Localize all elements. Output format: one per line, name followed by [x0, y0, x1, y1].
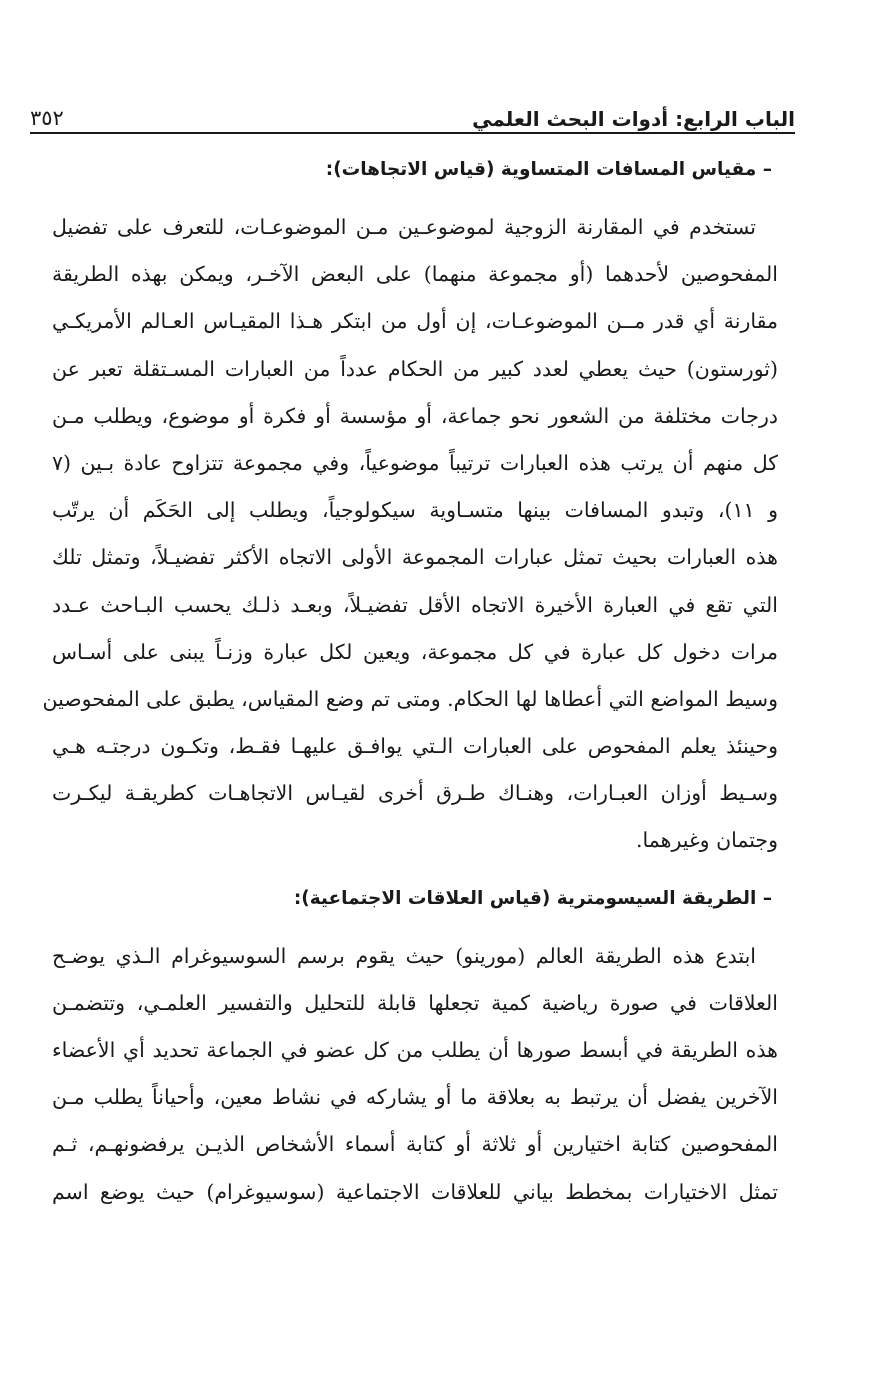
text-line: العلاقات في صورة رياضية كمية تجعلها قابلة للتحليل والتفسير العلمـي، وتتضمـن: [52, 990, 778, 1015]
paragraph-sociometric: [52, 933, 778, 1216]
text-line: تمثل الاختيارات بمخطط بياني للعلاقات الاجتماعية (سوسيوغرام) حيث يوضع اسم: [52, 1179, 778, 1204]
text-line: هذه الطريقة في أبسط صورها أن يطلب من كل عضو في الجماعة تحديد أي الأعضاء: [52, 1038, 778, 1062]
text-line: كل منهم أن يرتب هذه العبارات ترتيباً موضوعياً، وفي مجموعة تتزاوح عادة بـين (٧: [52, 450, 778, 475]
text-line: وسـيط أوزان العبـارات، وهنـاك طـرق أخرى لقيـاس الاتجاهـات كطريقـة ليكـرت: [52, 781, 778, 806]
section-heading-equal-intervals: – مقياس المسافات المتساوية (قياس الاتجاهات):: [325, 159, 772, 180]
text-line: ابتدع هذه الطريقة العالم (مورينو) حيث يقوم برسم السوسيوغرام الـذي يوضـح: [52, 943, 756, 968]
header-divider: [30, 132, 795, 134]
text-line: (ثورستون) حيث يعطي لعدد كبير من الحكام عدداً من العبارات المسـتقلة تعبر عن: [52, 356, 778, 381]
text-line: وسيط المواضع التي أعطاها لها الحكام. ومتى تم وضع المقياس، يطبق على المفحوصين: [42, 686, 778, 711]
paragraph-equal-intervals: [42, 204, 778, 865]
text-line: مقارنة أي قدر مــن الموضوعـات، إن أول من ابتكر هـذا المقيـاس العـالم الأمريكـي: [52, 309, 778, 334]
text-line: وجتمان وغيرهما.: [636, 828, 778, 853]
text-line: درجات مختلفة من الشعور نحو جماعة، أو مؤسسة أو فكرة أو موضوع، ويطلب مـن: [52, 403, 778, 428]
running-title: الباب الرابع: أدوات البحث العلمي: [472, 107, 795, 131]
text-line: الآخرين يفضل أن يرتبط به بعلاقة ما أو يشاركه في نشاط معين، وأحياناً يطلب مـن: [52, 1085, 778, 1110]
text-line: تستخدم في المقارنة الزوجية لموضوعـين مـن الموضوعـات، للتعرف على تفضيل: [52, 215, 756, 239]
text-line: هذه العبارات بحيث تمثل عبارات المجموعة الأولى الاتجاه الأكثر تفضيـلاً، وتمثل تلك: [52, 545, 778, 570]
running-header: [30, 88, 795, 132]
section-heading-sociometric: – الطريقة السيسومترية (قياس العلاقات الاجتماعية):: [293, 887, 772, 909]
text-line: المفحوصين كتابة اختيارين أو ثلاثة أو كتابة أسماء الأشخاص الذيـن يرفضونهـم، ثـم: [52, 1132, 778, 1157]
section-gap: [52, 865, 778, 875]
page-number: ٣٥٢: [30, 105, 64, 130]
text-line: و ١١)، وتبدو المسافات بينها متسـاوية سيكولوجياً، ويطلب إلى الحَكَم أن يرتّب: [52, 498, 778, 523]
text-line: التي تقع في العبارة الأخيرة الاتجاه الأقل تفضيـلاً، وبعـد ذلـك يحسب البـاحث عـدد: [52, 592, 778, 617]
body-text: [42, 146, 778, 1216]
text-line: المفحوصين لأحدهما (أو مجموعة منهما) على البعض الآخـر، ويمكن بهذه الطريقة: [52, 262, 778, 287]
text-line: وحينئذ يعلم المفحوص على العبارات الـتي يوافـق عليهـا فقـط، وتكـون درجتـه هـي: [52, 734, 778, 759]
text-line: مرات دخول كل عبارة في كل مجموعة، ويعين لكل عبارة وزنـاً يبنى على أسـاس: [52, 639, 778, 664]
